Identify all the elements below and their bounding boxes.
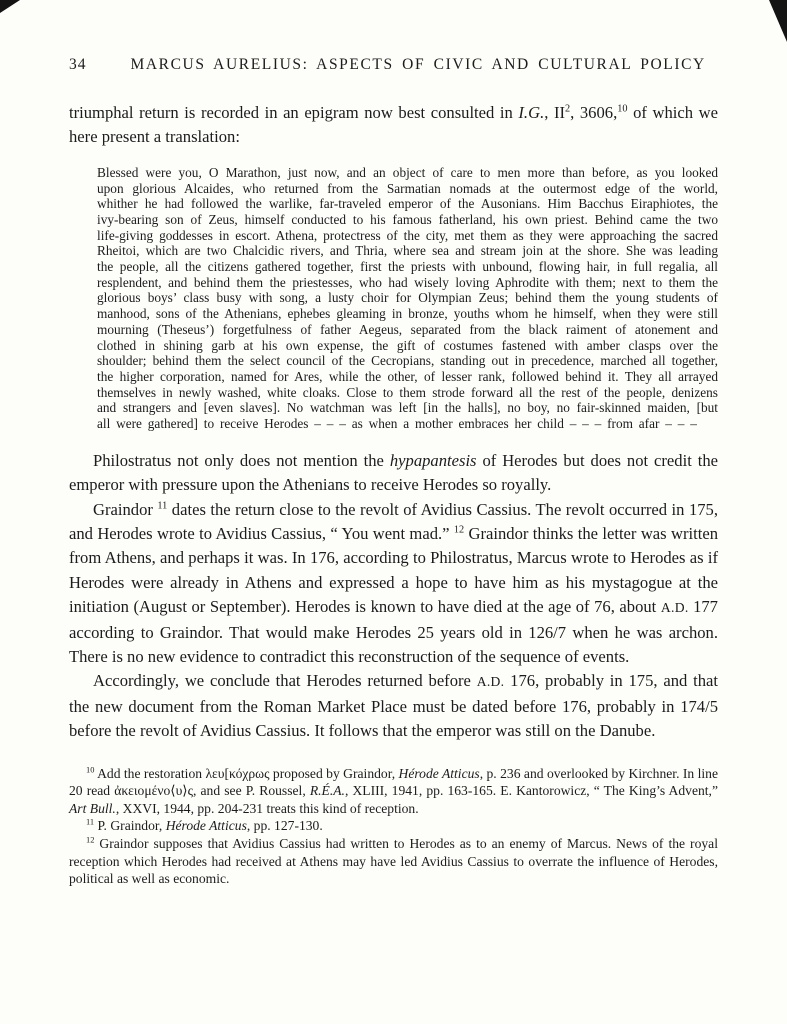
footnotes-section (69, 765, 718, 888)
paragraph-philostratus: Philostratus not only does not mention the hypapantesis of Herodes but does not credit the emperor with pressure upon the Athenians to receive Herodes so royally. (69, 450, 718, 495)
footnote-11: $^{11}$ P. Graindor, Hérode Atticus, pp. 127-130. (86, 816, 323, 834)
running-title: MARCUS AURELIUS: ASPECTS OF CIVIC AND CULTURAL POLICY (130, 56, 706, 73)
page-header (69, 56, 718, 74)
footnote-10: $^{10}$ Add the restoration λευ[κόχρως proposed by Graindor, Hérode Atticus, p. 236 and overlooked by Kirchner. In line 20 read ἀκειομένο⟨υ⟩ς, and see P. Roussel, R.É.A., XLIII, 1941, pp. 163-165. E. Kantorowicz, “ The King’s Advent,” Art Bull., XXVI, 1944, pp. 204-231 treats this kind of reception. (69, 764, 719, 816)
scan-artifact-top-right (769, 0, 787, 42)
footnote-12: $^{12}$ Graindor supposes that Avidius Cassius had written to Herodes as to an enemy of Marcus. News of the royal reception which Herodes had received at Athens may have led Avidius Cassius to overrate the influence of Herodes, political as well as economic. (69, 834, 718, 887)
page-number: 34 (69, 56, 87, 73)
paragraph-graindor: Graindor $^{11}$ dates the return close to the revolt of Avidius Cassius. The revolt occurred in 175, and Herodes wrote to Avidius Cassius, “ You went mad.” $^{12}$ Graindor thinks the letter was written from Athens, and perhaps it was. In 176, according to Philostratus, Marcus wrote to Herodes as if Herodes were already in Athens and expressed a hope to have him as his mystagogue at the initiation (August or September). Herodes is known to have died at the age of 76, about A.D. 177 according to Graindor. That would make Herodes 25 years old in 126/7 when he was archon. There is no new evidence to contradict this reconstruction of the sequence of events. (69, 499, 718, 667)
paragraph-conclusion: Accordingly, we conclude that Herodes returned before A.D. 176, probably in 175, and that the new document from the Roman Market Place must be dated before 176, probably in 174/5 before the revolt of Avidius Cassius. It follows that the emperor was still on the Danube. (69, 671, 718, 741)
scan-artifact-top-left (0, 0, 20, 13)
intro-paragraph: triumphal return is recorded in an epigram now best consulted in I.G., $II^2$, 3606,10 of which we here present a translation: (69, 103, 718, 147)
body-text (69, 101, 718, 744)
translation-blockquote: Blessed were you, O Marathon, just now, and an object of care to men more than before, as you looked upon glorious Alcaides, who returned from the Sarmatian nomads at the outermost edge of the world, whither he had followed the warlike, far-traveled emperor of the Ausonians. Him Bacchus Eiraphiotes, the ivy-bearing son of Zeus, himself conducted to his famous fatherland, his own priest. Behind came the two life-giving goddesses in escort. Athena, protectress of the city, met them as they were approaching the sacred Rheitoi, which are two Chalcidic rivers, and Thria, where sea and stream join at the shore. She was leading the people, all the citizens gathered together, first the priests with unbound, flowing hair, in full regalia, all resplendent, and behind them the priestesses, who had wisely loving Aphrodite with them; next to them the glorious boys’ class busy with song, a lusty choir for Olympian Zeus; behind them the young students of manhood, sons of the Athenians, ephebes gleaming in bronze, youths whom he himself, when they were still mourning (Theseus’) forgetfulness of father Aegeus, separated from the black raiment of atonement and clothed in shining garb at his own expense, the gift of costumes fastened with amber clasps over the shoulder; behind them the select council of the Cecropians, standing out in precedence, marched all together, the higher corporation, named for Ares, while the other, of lesser rank, followed behind it. They all arrayed themselves in newly washed, white cloaks. Close to them strode forward all the rest of the people, denizens and strangers and [even slaves]. No watchman was left [in the halls], no boy, no fair-skinned maiden, [but all were gathered] to receive Herodes – – – as when a mother embraces her child – – – from afar – – – (97, 164, 718, 432)
